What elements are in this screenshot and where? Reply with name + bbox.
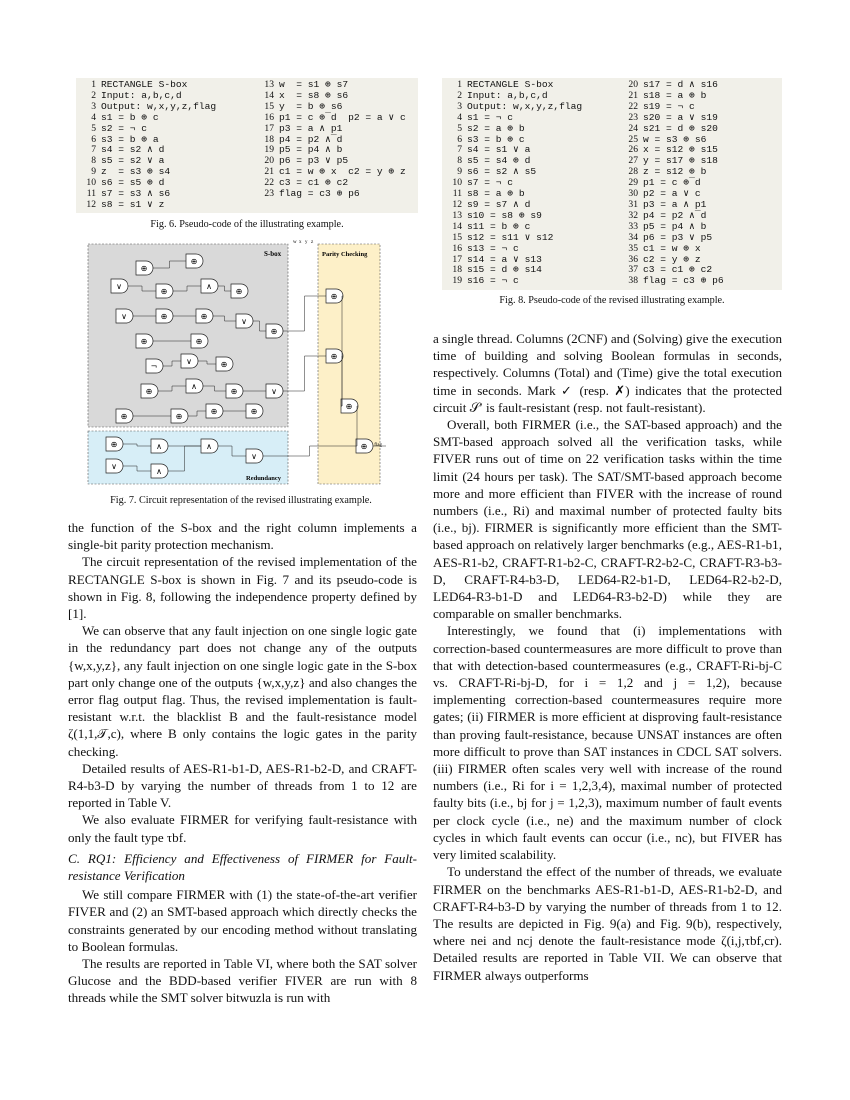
line-number: 13 [264,79,274,90]
code-text: c1 = w ⊕ x [643,242,701,254]
gate-sbox-5 [201,279,218,293]
right-paragraph-2: Overall, both FIRMER (i.e., the SAT-based approach) and the SMT-based approach solved all the verification tasks, while FIVER runs out of time on 22 verification tasks within the time limit (24 hours per task). The SAT/SMT-based approach become more and more efficient than FIVER with the increase of round numbers (i.e., Ri) and maximal number of protected faulty bits (i.e., bj). FIRMER is significantly more efficient than the SMT-based approach on relatively larger benchmarks (e.g., AES-R1-b1, AES-R1-b2, CRAFT-R1-b2-C, CRAFT-R2-b2-C, CRAFT-R3-b3-D, CRAFT-R4-b3-D, LED64-R2-b1-D, LED64-R2-b2-D, LED64-R3-b1-D and LED64-R3-b2-D) while they are comparable on smaller benchmarks. [433,417,782,622]
line-number: 18 [264,133,274,145]
right-paragraph-1: a single thread. Columns (2CNF) and (Solving) give the execution time of building and solving Boolean formulas in seconds, respectively. Columns (Total) and (Time) give the total execution time in seconds. Mark ✓ (resp. ✗) indicates that the protected circuit 𝒮′ is fault-resistant (resp. not fault-resistant). [433,331,782,415]
gate-sbox-14 [146,359,163,373]
code-text: Output: w,x,y,z,flag [101,100,217,112]
line-number: 3 [91,100,96,112]
code-text: s21 = d ⊕ s20 [643,122,718,134]
code-text: s8 = a ⊕ b [467,188,525,200]
svg-text:⊕: ⊕ [145,387,153,396]
line-number: 26 [628,144,638,156]
code-text: y = b ⊕ s6 [279,100,343,112]
code-text: s20 = a ∨ s19 [643,111,718,123]
gate-redundancy-3 [201,439,218,453]
code-text: w = s3 ⊕ s6 [643,133,707,145]
line-number: 9 [457,166,462,178]
section-heading: C. RQ1: Efficiency and Effectiveness of FIRMER for Fault-resistance Verification [68,850,417,884]
line-number: 36 [628,253,638,265]
line-number: 13 [452,209,462,221]
code-text: p3 = a ∧ p1 [279,122,343,134]
line-number: 19 [452,275,462,287]
output-z: z [311,240,314,245]
svg-text:∧: ∧ [206,282,212,291]
code-text: p6 = p3 ∨ p5 [279,155,349,167]
code-line [258,189,414,200]
code-line [80,200,250,211]
line-number: 19 [264,144,274,156]
svg-text:∨: ∨ [241,317,247,326]
svg-text:⊕: ⊕ [250,407,258,416]
left-paragraph-6: We still compare FIRMER with (1) the state-of-the-art verifier FIVER and (2) an SMT-based approach which directly checks the constraints generated by our encoding method without translating to Boolean formulas. [68,887,417,954]
left-paragraph-4: Detailed results of AES-R1-b1-D, AES-R1-b2-D, and CRAFT-R4-b3-D by varying the number of threads from 1 to 12 are reported in Table V. [68,760,417,811]
line-number: 22 [264,177,274,189]
code-line [446,276,614,287]
code-text: s6 = s5 ⊕ d [101,177,165,189]
code-text: c3 = c1 ⊕ c2 [279,177,349,189]
code-text: s6 = s2 ∧ s5 [467,166,537,178]
line-number: 9 [91,166,96,178]
parity-label: Parity Checking [322,251,368,258]
code-text: s5 = s4 ⊕ d [467,155,531,167]
line-number: 17 [264,122,274,134]
gate-parity-2 [326,349,343,363]
left-paragraph-5: We also evaluate FIRMER for verifying fault-resistance with only the fault type τbf. [68,812,417,845]
svg-text:∧: ∧ [191,382,197,391]
line-number: 22 [628,100,638,112]
svg-text:⊕: ⊕ [200,312,208,321]
line-number: 10 [86,177,96,189]
svg-text:∨: ∨ [271,387,277,396]
fig6-caption: Fig. 6. Pseudo-code of the illustrating example. [150,219,344,230]
svg-text:⊕: ⊕ [330,292,338,301]
line-number: 12 [452,198,462,210]
line-number: 8 [91,155,96,167]
svg-text:⊕: ⊕ [110,440,118,449]
gate-parity-3 [341,399,358,413]
code-text: s2 = ¬ c [101,122,148,134]
line-number: 32 [628,209,638,221]
line-number: 18 [452,264,462,276]
output-x: x [299,240,302,245]
line-number: 2 [91,89,96,101]
code-text: s17 = d ∧ s16 [643,79,718,90]
line-number: 33 [628,220,638,232]
svg-text:⊕: ⊕ [210,407,218,416]
gate-sbox-18 [186,379,203,393]
fig8-code-right [618,78,782,290]
gate-redundancy-6 [246,449,263,463]
gate-redundancy-5 [151,464,168,478]
gate-redundancy-4 [106,459,123,473]
code-text: p4 = p2 ∧̅ d [643,209,707,221]
code-text: s9 = s7 ∧ d [467,198,531,210]
flag-output-label: flag [374,443,382,448]
gate-sbox-9 [196,309,213,323]
svg-text:⊕: ⊕ [360,442,368,451]
gate-sbox-16 [216,357,233,371]
line-number: 5 [457,122,462,134]
svg-text:⊕: ⊕ [190,257,198,266]
sbox-label: S-box [264,250,282,258]
line-number: 17 [452,253,462,265]
line-number: 37 [628,264,638,276]
line-number: 14 [452,220,462,232]
left-paragraph-2: The circuit representation of the revised implementation of the RECTANGLE S-box is shown in Fig. 7 and its pseudo-code is shown in Fig. 8, following the independence property defined by [1]. [68,554,417,622]
code-text: s19 = ¬ c [643,100,695,112]
code-text: p5 = p4 ∧ b [643,220,707,232]
line-number: 7 [457,144,462,156]
line-number: 14 [264,89,274,101]
svg-text:¬: ¬ [150,362,158,371]
line-number: 2 [457,89,462,101]
line-number: 5 [91,122,96,134]
line-number: 35 [628,242,638,254]
fig8-code-left [442,78,618,290]
fig7-circuit-diagram [86,239,386,489]
line-number: 6 [91,133,96,145]
line-number: 16 [452,242,462,254]
fig8-caption: Fig. 8. Pseudo-code of the revised illustrating example. [499,295,725,306]
code-text: w = s1 ⊕ s7 [279,79,349,90]
fig6-code-left [76,78,254,213]
gate-sbox-17 [141,384,158,398]
svg-text:⊕: ⊕ [160,312,168,321]
output-y: y [305,240,308,245]
code-text: p6 = p3 ∨ p5 [643,231,713,243]
line-number: 16 [264,111,274,123]
sbox-region [88,244,288,427]
line-number: 1 [457,79,462,90]
left-paragraph-3: We can observe that any fault injection on one single logic gate in the redundancy part does not change any of the outputs {w,x,y,z}, any fault injection on one single logic gate in the S-box part only change one of the outputs {w,x,y,z} and also changes the error flag output flag. Thus, the revised implementation is fault-resistant w.r.t. the blacklist B and the fault-resistance model ζ(1,1,𝒯,c), where B only contains the logic gates in the parity checking. [68,623,417,759]
line-number: 20 [264,155,274,167]
code-text: y = s17 ⊕ s18 [643,155,718,167]
gate-sbox-12 [136,334,153,348]
code-text: flag = c3 ⊕ p6 [643,275,724,287]
svg-text:∧: ∧ [156,442,162,451]
line-number: 15 [452,231,462,243]
redundancy-label: Redundancy [246,475,282,482]
code-text: p1 = c ⊕̅ d [643,177,701,189]
code-text: p2 = a ∨ c [643,188,701,200]
line-number: 11 [452,188,462,200]
fig6-code-right [254,78,418,213]
code-text: s5 = s2 ∨ a [101,155,165,167]
fig7-caption: Fig. 7. Circuit representation of the revised illustrating example. [110,495,372,506]
gate-sbox-19 [226,384,243,398]
gate-sbox-6 [231,284,248,298]
gate-redundancy-1 [106,437,123,451]
svg-text:∨: ∨ [111,462,117,471]
gate-sbox-10 [236,314,253,328]
line-number: 3 [457,100,462,112]
code-text: s1 = ¬ c [467,111,514,123]
line-number: 12 [86,198,96,210]
gate-sbox-3 [111,279,128,293]
right-paragraph-3: Interestingly, we found that (i) implementations with correction-based countermeasures are more difficult to prove than that with detection-based countermeasures (e.g., CRAFT-Ri-bj-C vs. CRAFT-Ri-bj-D, for i = 1,2 and j = 1,2), because implementing correction-based countermeasures require more gates; (ii) FIRMER is more efficient at disproving fault-resistance than proving fault-resistance, because UNSAT instances are often more difficult to prove than SAT instances in CDCL SAT solvers. (iii) FIRMER often scales very well with increase of the round numbers (i.e., Ri for i = 1,2,3,4), maximal number of protected faulty bits (i.e., bj for j = 1,2,3), maximum number of fault events per clock cycle (i.e., ne) and the maximum number of clock cycles in which fault events can occur (i.e., nc), but FIVER has very limited scalability. [433,623,782,863]
gate-sbox-23 [206,404,223,418]
svg-text:⊕: ⊕ [160,287,168,296]
right-paragraph-4: To understand the effect of the number of threads, we evaluate FIRMER on the benchmarks AES-R1-b1-D, AES-R1-b2-D, and CRAFT-R4-b3-D by varying the number of threads from 1 to 12. The results are depicted in Fig. 9(a) and Fig. 9(b), respectively, where nei and ncj denote the fault-resistance mode ζ(i,j,τbf,cr). Detailed results are reported in Table VII. We can observe that FIRMER always outperforms [433,864,782,983]
svg-text:∧: ∧ [206,442,212,451]
code-text: Input: a,b,c,d [101,89,182,101]
line-number: 6 [457,133,462,145]
svg-text:⊕: ⊕ [345,402,353,411]
svg-text:∧: ∧ [156,467,162,476]
line-number: 20 [628,79,638,90]
gate-redundancy-2 [151,439,168,453]
line-number: 31 [628,198,638,210]
code-text: s12 = s11 ∨ s12 [467,231,554,243]
code-text: Output: w,x,y,z,flag [467,100,583,112]
gate-sbox-1 [136,261,153,275]
gate-sbox-4 [156,284,173,298]
line-number: 21 [628,89,638,101]
code-text: s3 = b ⊕ c [467,133,525,145]
code-line [622,276,778,287]
left-column-text [68,519,417,1007]
code-text: p5 = p4 ∧ b [279,144,343,156]
code-text: p4 = p2 ∧̅ d [279,133,343,145]
svg-text:⊕: ⊕ [140,264,148,273]
line-number: 10 [452,177,462,189]
gate-parity-4 [356,439,373,453]
code-text: RECTANGLE S-box [101,79,188,90]
code-text: z = s12 ⊕ b [643,166,707,178]
svg-text:⊕: ⊕ [270,327,278,336]
left-paragraph-1: the function of the S-box and the right column implements a single-bit parity protection mechanism. [68,520,417,553]
gate-sbox-15 [181,354,198,368]
line-number: 23 [628,111,638,123]
line-number: 24 [628,122,638,134]
line-number: 1 [91,79,96,90]
svg-text:⊕: ⊕ [230,387,238,396]
code-text: c2 = y ⊕ z [643,253,701,265]
output-w: w [293,240,297,245]
code-text: s1 = b ⊕ c [101,111,159,123]
code-text: p3 = a ∧ p1 [643,198,707,210]
svg-text:⊕: ⊕ [220,360,228,369]
line-number: 8 [457,155,462,167]
code-text: s16 = ¬ c [467,275,519,287]
svg-text:⊕: ⊕ [330,352,338,361]
code-text: c3 = c1 ⊕ c2 [643,264,713,276]
code-text: s13 = ¬ c [467,242,519,254]
code-text: s15 = d ⊕ s14 [467,264,542,276]
code-text: s2 = a ⊕ b [467,122,525,134]
line-number: 29 [628,177,638,189]
line-number: 15 [264,100,274,112]
gate-parity-1 [326,289,343,303]
code-text: c1 = w ⊕ x c2 = y ⊕ z [279,166,406,178]
line-number: 21 [264,166,274,178]
line-number: 11 [86,188,96,200]
gate-sbox-7 [116,309,133,323]
line-number: 28 [628,166,638,178]
svg-text:⊕: ⊕ [175,412,183,421]
code-text: s7 = s3 ∧ s6 [101,188,171,200]
line-number: 25 [628,133,638,145]
code-text: RECTANGLE S-box [467,79,554,90]
left-paragraph-7: The results are reported in Table VI, where both the SAT solver Glucose and the BDD-based verifier FIVER are run with 8 threads while the SMT solver bitwuzla is run with [68,956,417,1006]
code-text: s10 = s8 ⊕ s9 [467,209,542,221]
code-text: x = s12 ⊕ s15 [643,144,718,156]
svg-text:⊕: ⊕ [235,287,243,296]
svg-text:⊕: ⊕ [140,337,148,346]
line-number: 27 [628,155,638,167]
svg-text:∨: ∨ [121,312,127,321]
code-text: s8 = s1 ∨ z [101,198,165,210]
line-number: 7 [91,144,96,156]
code-text: Input: a,b,c,d [467,89,548,101]
code-text: s18 = a ⊕ b [643,89,707,101]
code-text: s14 = a ∨ s13 [467,253,542,265]
gate-sbox-13 [191,334,208,348]
right-column-text [433,330,782,984]
svg-text:∨: ∨ [186,357,192,366]
gate-sbox-21 [116,409,133,423]
line-number: 34 [628,231,638,243]
svg-text:⊕: ⊕ [195,337,203,346]
line-number: 4 [457,111,462,123]
gate-sbox-8 [156,309,173,323]
code-text: x = s8 ⊕ s6 [279,89,349,101]
line-number: 30 [628,188,638,200]
code-text: s3 = b ⊕ a [101,133,159,145]
line-number: 23 [264,188,274,200]
gate-sbox-11 [266,324,283,338]
code-text: s7 = ¬ c [467,177,514,189]
line-number: 38 [628,275,638,287]
gate-sbox-24 [246,404,263,418]
gate-sbox-20 [266,384,283,398]
svg-text:∨: ∨ [251,452,257,461]
code-text: flag = c3 ⊕ p6 [279,188,360,200]
code-text: p1 = c ⊕̅ d p2 = a ∨ c [279,111,406,123]
code-text: s4 = s2 ∧ d [101,144,165,156]
gate-sbox-2 [186,254,203,268]
code-text: z = s3 ⊕ s4 [101,166,171,178]
gate-sbox-22 [171,409,188,423]
svg-text:⊕: ⊕ [120,412,128,421]
code-text: s11 = b ⊕ c [467,220,531,232]
code-text: s4 = s1 ∨ a [467,144,531,156]
svg-text:∨: ∨ [116,282,122,291]
line-number: 4 [91,111,96,123]
